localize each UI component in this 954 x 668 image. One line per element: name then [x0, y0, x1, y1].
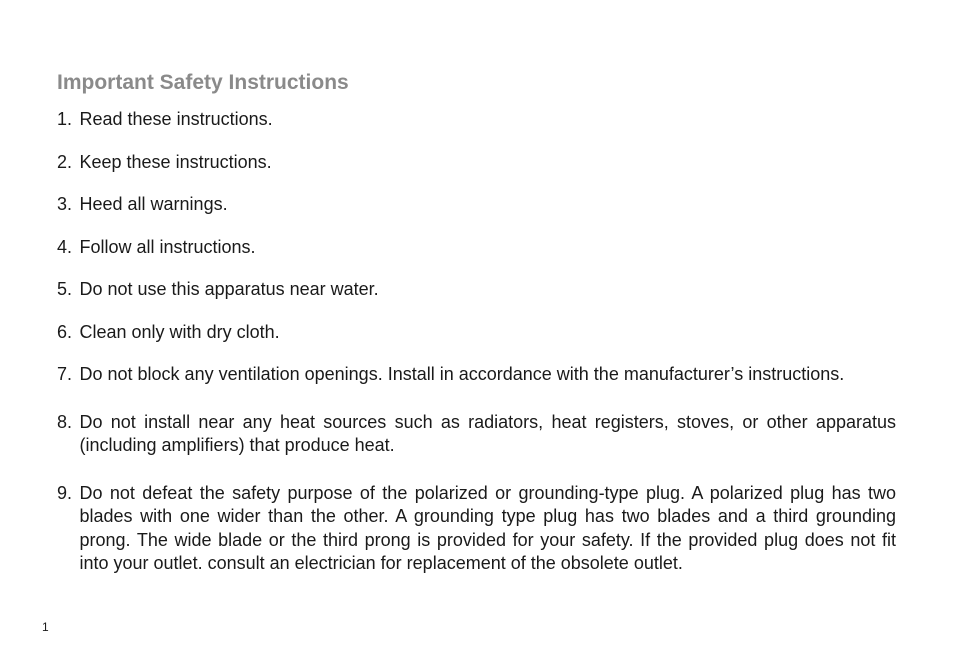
item-text: Heed all warnings.: [79, 194, 228, 214]
item-number: 8.: [57, 411, 73, 432]
item-text: Read these instructions.: [79, 109, 273, 129]
item-number: 6.: [57, 321, 73, 342]
item-text: Do not block any ventilation openings. Install in accordance with the manufacturer’s instructions.: [79, 364, 845, 384]
list-item: [57, 482, 896, 576]
safety-instructions-list: [57, 108, 896, 576]
item-number: 2.: [57, 151, 73, 172]
list-item: [57, 411, 896, 458]
list-item: [57, 278, 896, 302]
page-number: 1: [42, 620, 49, 634]
list-item: [57, 363, 896, 387]
item-number: 4.: [57, 236, 73, 257]
item-number: 3.: [57, 194, 73, 214]
list-item: [57, 236, 896, 260]
item-text: Do not use this apparatus near water.: [79, 279, 379, 299]
item-text: Follow all instructions.: [79, 236, 256, 257]
page-title: Important Safety Instructions: [57, 71, 349, 94]
list-item: [57, 321, 896, 345]
item-number: 1.: [57, 109, 73, 129]
list-item: [57, 193, 896, 217]
item-number: 9.: [57, 482, 73, 503]
item-text: Clean only with dry cloth.: [79, 321, 280, 342]
list-item: [57, 108, 896, 132]
item-text: Do not install near any heat sources such as radiators, heat registers, stoves, or other apparatus (including amplifiers) that produce heat.: [79, 411, 896, 455]
item-number: 5.: [57, 279, 73, 299]
item-text: Keep these instructions.: [79, 151, 272, 172]
list-item: [57, 151, 896, 175]
item-text: Do not defeat the safety purpose of the polarized or grounding-type plug. A polarized plug has two blades with one wider than the other. A grounding type plug has two blades and a third grounding prong. The wide blade or the third prong is provided for your safety. If the provided plug does not fit into your outlet. consult an electrician for replacement of the obsolete outlet.: [79, 482, 896, 573]
item-number: 7.: [57, 364, 73, 384]
